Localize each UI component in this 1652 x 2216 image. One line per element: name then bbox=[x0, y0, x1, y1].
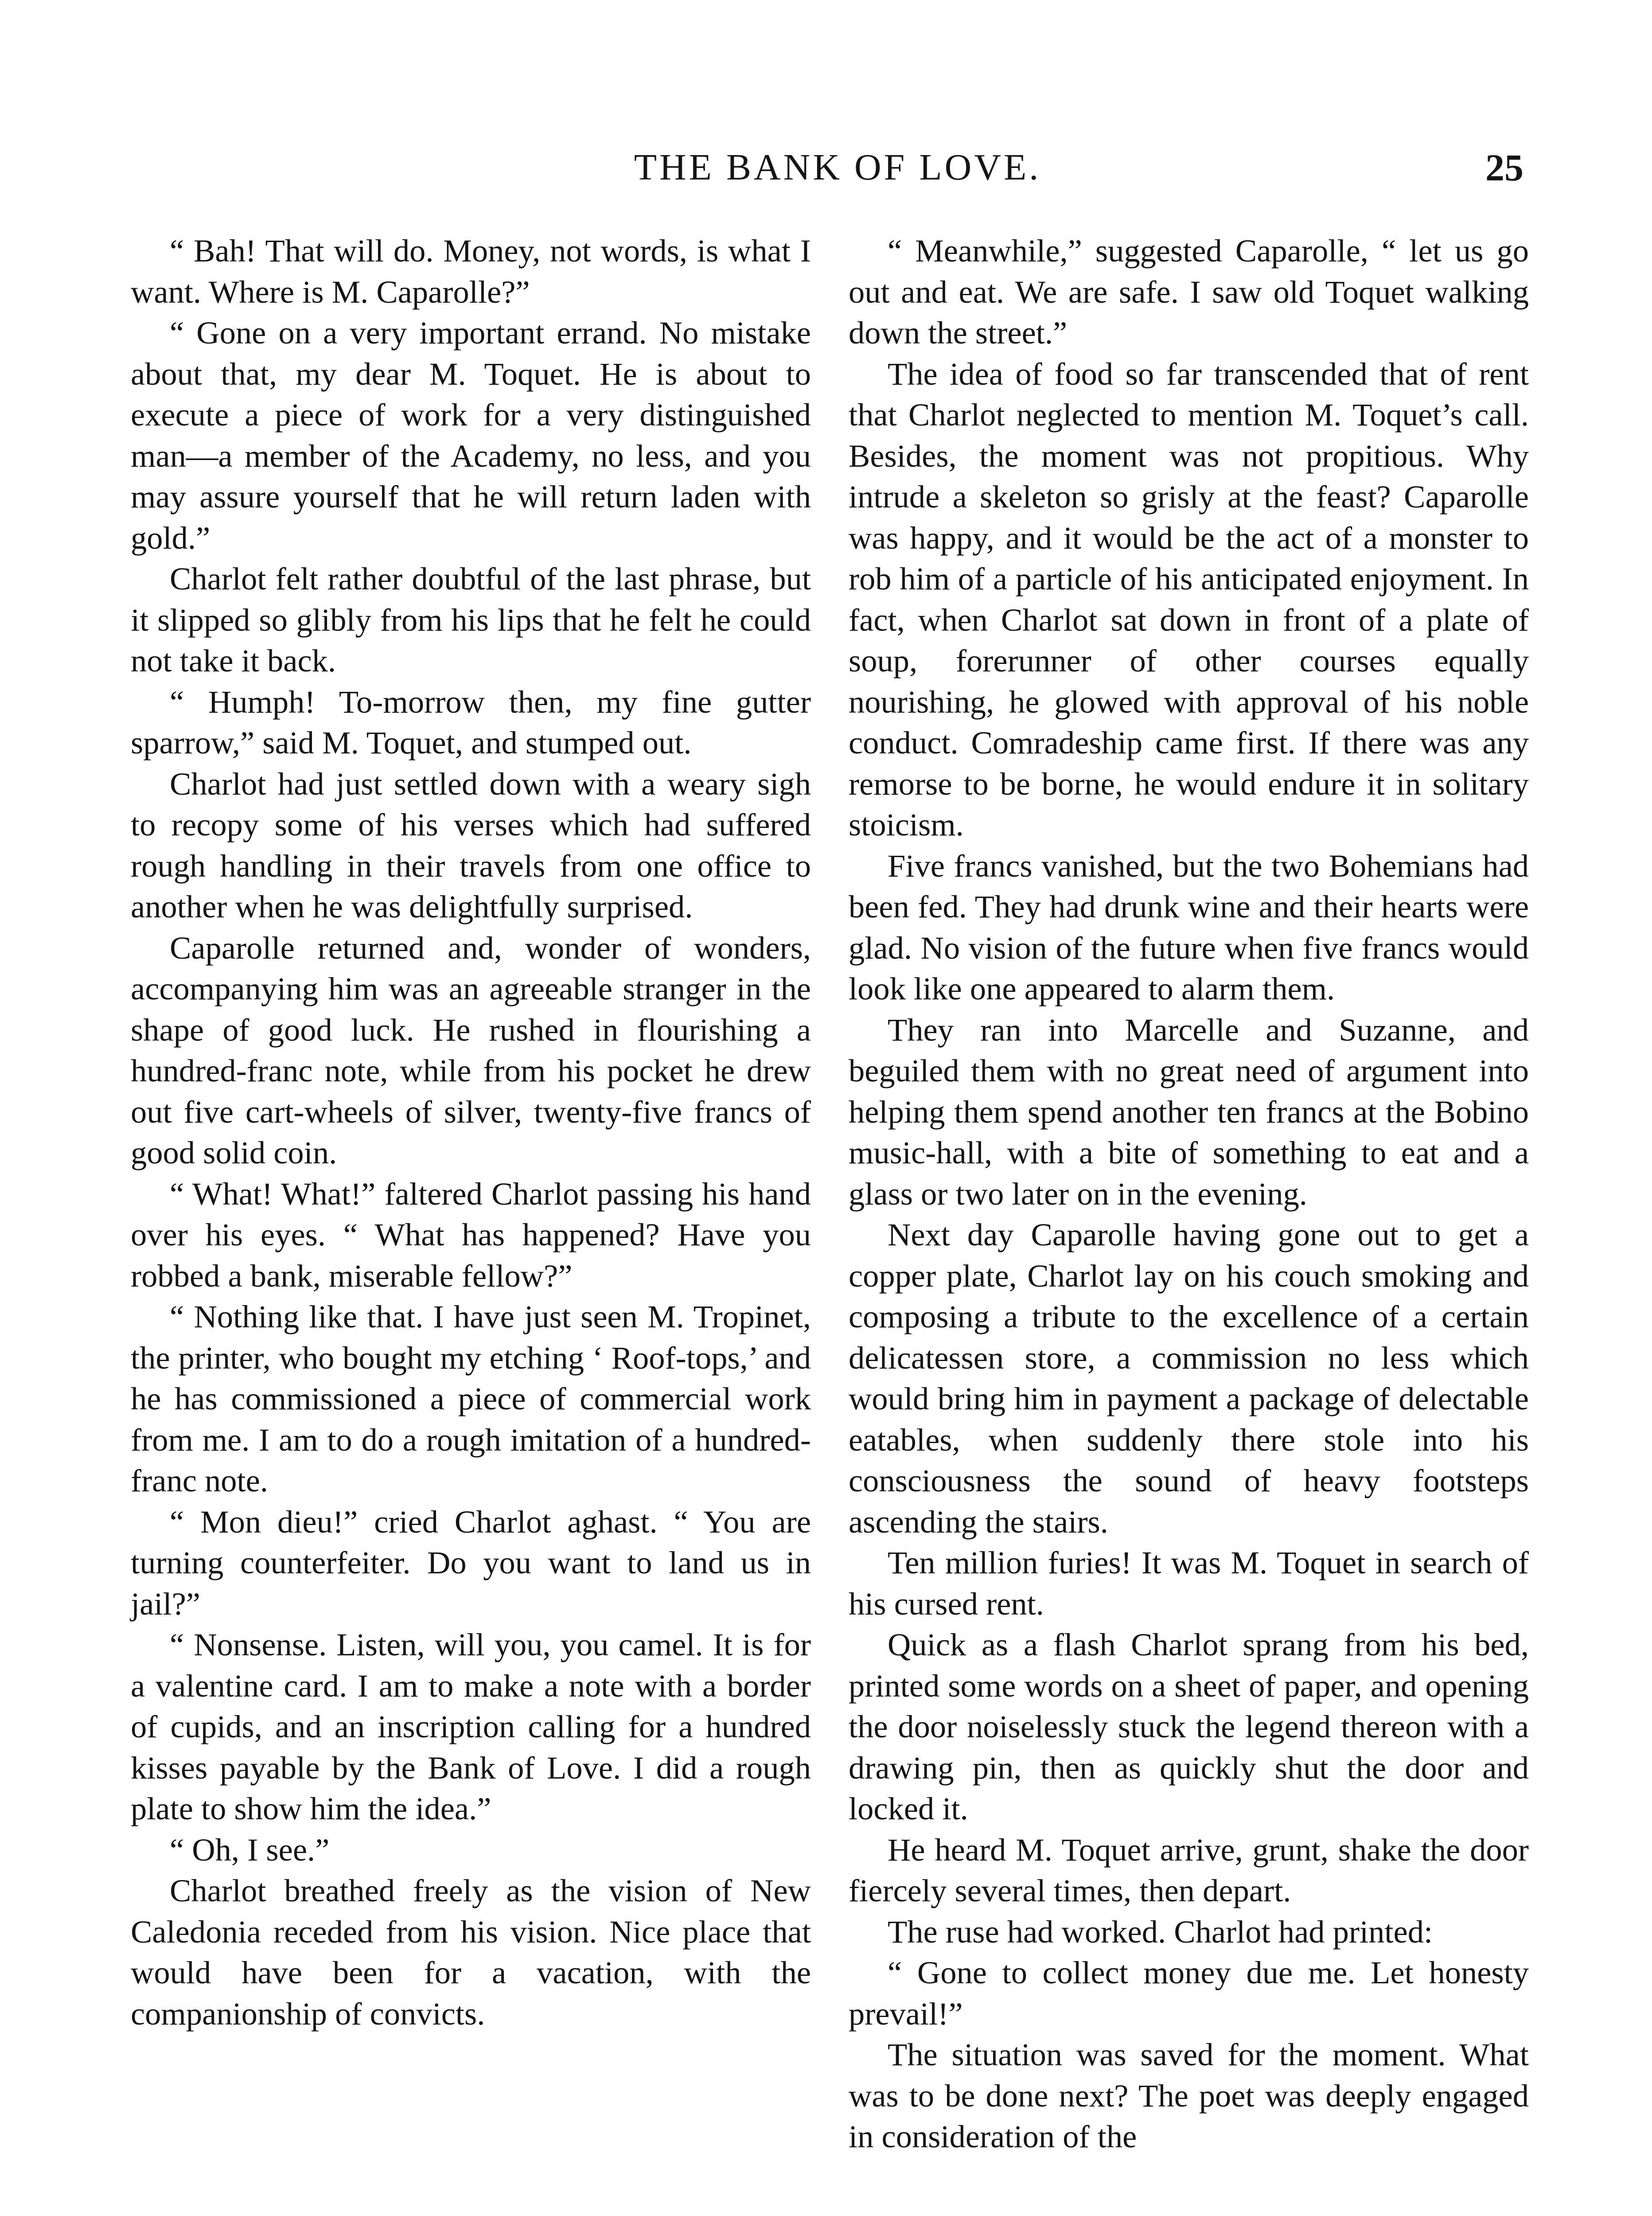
left-column bbox=[131, 230, 811, 2034]
paragraph: The idea of food so far transcended that of rent that Charlot neglected to mention M. Toquet’s call. Besides, the moment was not propitious. Why intrude a skeleton so grisly at the feast? Caparolle was happy, and it would be the act of a monster to rob him of a particle of his anticipated enjoyment. In fact, when Charlot sat down in front of a plate of soup, forerunner of other courses equally nourishing, he glowed with approval of his noble conduct. Comradeship came first. If there was any remorse to be borne, he would endure it in solitary stoicism. bbox=[849, 355, 1529, 843]
paragraph: “ Humph! To-morrow then, my fine gutter sparrow,” said M. Toquet, and stumped out. bbox=[131, 683, 811, 761]
paragraph: “ What! What!” faltered Charlot passing his hand over his eyes. “ What has happened? Have you robbed a bank, miserable fellow?” bbox=[131, 1175, 811, 1294]
paragraph: He heard M. Toquet arrive, grunt, shake the door fiercely several times, then depart. bbox=[849, 1831, 1529, 1908]
paragraph: “ Meanwhile,” suggested Caparolle, “ let us go out and eat. We are safe. I saw old Toquet walking down the street.” bbox=[849, 233, 1529, 351]
paragraph: Caparolle returned and, wonder of wonders, accompanying him was an agreeable stranger in the shape of good luck. He rushed in flourishing a hundred-franc note, while from his pocket he drew out five cart-wheels of silver, twenty-five francs of good solid coin. bbox=[131, 929, 811, 1170]
paragraph: Quick as a flash Charlot sprang from his bed, printed some words on a sheet of paper, and opening the door noiselessly stuck the legend thereon with a drawing pin, then as quickly shut the door and locked it. bbox=[849, 1627, 1529, 1826]
paragraph: “ Mon dieu!” cried Charlot aghast. “ You are turning counterfeiter. Do you want to land us in jail?” bbox=[131, 1503, 811, 1622]
paragraph: “ Nothing like that. I have just seen M. Tropinet, the printer, who bought my etching ‘ Roof-tops,’ and he has commissioned a piece of commercial work from me. I am to do a rough imitation of a hundred-franc note. bbox=[131, 1299, 811, 1498]
paragraph: The ruse had worked. Charlot had printed: bbox=[888, 1913, 1433, 1950]
paragraph: Charlot had just settled down with a weary sigh to recopy some of his verses which had suffered rough handling in their travels from one office to another when he was delightfully surprised. bbox=[131, 765, 811, 925]
paragraph: Ten million furies! It was M. Toquet in search of his cursed rent. bbox=[849, 1545, 1529, 1622]
paragraph: They ran into Marcelle and Suzanne, and beguiled them with no great need of argument into helping them spend another ten francs at the Bobino music-hall, with a bite of something to eat and a glass or two later on in the evening. bbox=[849, 1011, 1529, 1212]
paragraph: Charlot breathed freely as the vision of New Caledonia receded from his vision. Nice place that would have been for a vacation, with the companionship of convicts. bbox=[131, 1873, 811, 2032]
page-number: 25 bbox=[1485, 146, 1523, 189]
paragraph: “ Oh, I see.” bbox=[170, 1831, 330, 1868]
running-title: THE BANK OF LOVE. bbox=[634, 147, 1041, 188]
paragraph: The situation was saved for the moment. What was to be done next? The poet was deeply engaged in consideration of the bbox=[849, 2037, 1529, 2154]
paragraph: “ Gone to collect money due me. Let honesty prevail!” bbox=[849, 1955, 1529, 2032]
paragraph: “ Gone on a very important errand. No mistake about that, my dear M. Toquet. He is about to execute a piece of work for a very distinguished man—a member of the Academy, no less, and you may assure yourself that he will return laden with gold.” bbox=[131, 315, 811, 556]
paragraph: Next day Caparolle having gone out to get a copper plate, Charlot lay on his couch smoking and composing a tribute to the excellence of a certain delicatessen store, a commission no less which would bring him in payment a package of delectable eatables, when suddenly there stole into his consciousness the sound of heavy footsteps ascending the stairs. bbox=[849, 1217, 1529, 1540]
paragraph: Charlot felt rather doubtful of the last phrase, but it slipped so glibly from his lips that he felt he could not take it back. bbox=[131, 561, 811, 679]
right-column bbox=[849, 230, 1529, 2157]
paragraph: “ Nonsense. Listen, will you, you camel. It is for a valentine card. I am to make a note with a border of cupids, and an inscription calling for a hundred kisses payable by the Bank of Love. I did a rough plate to show him the idea.” bbox=[131, 1627, 811, 1826]
paragraph: “ Bah! That will do. Money, not words, is what I want. Where is M. Caparolle?” bbox=[131, 233, 811, 310]
paragraph: Five francs vanished, but the two Bohemians had been fed. They had drunk wine and their hearts were glad. No vision of the future when five francs would look like one appeared to alarm them. bbox=[849, 847, 1529, 1007]
running-head bbox=[0, 141, 1652, 194]
